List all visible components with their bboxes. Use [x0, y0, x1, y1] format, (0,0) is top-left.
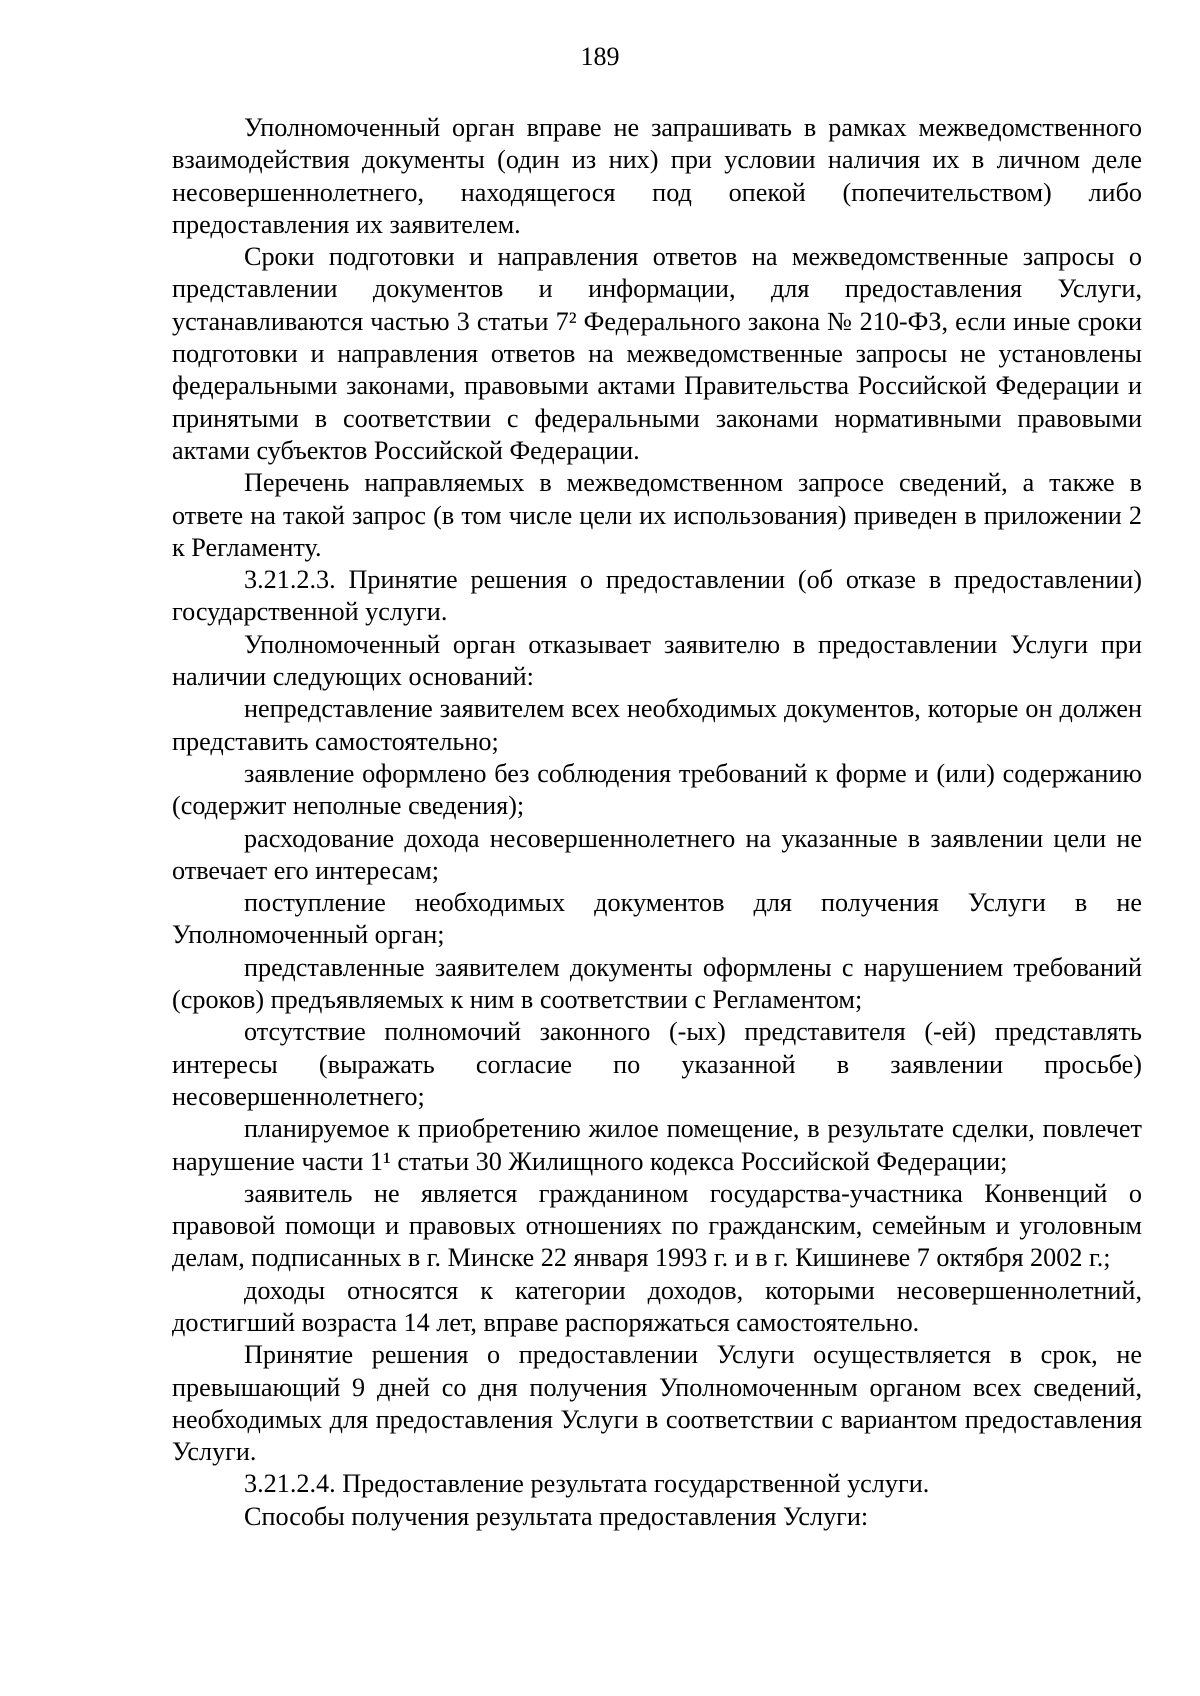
document-body [172, 112, 1142, 1533]
paragraph: планируемое к приобретению жилое помещение, в результате сделки, повлечет нарушение части 1¹ статьи 30 Жилищного кодекса Российской Федерации; [172, 1114, 1142, 1176]
page-number: 189 [580, 42, 620, 71]
paragraph: непредставление заявителем всех необходимых документов, которые он должен представить самостоятельно; [172, 694, 1142, 756]
paragraph: расходование дохода несовершеннолетнего на указанные в заявлении цели не отвечает его интересам; [172, 823, 1142, 885]
paragraph: отсутствие полномочий законного (-ых) представителя (-ей) представлять интересы (выражать согласие по указанной в заявлении просьбе) несовершеннолетнего; [172, 1017, 1142, 1111]
paragraph: 3.21.2.3. Принятие решения о предоставлении (об отказе в предоставлении) государственной услуги. [172, 565, 1142, 627]
paragraph: Уполномоченный орган отказывает заявителю в предоставлении Услуги при наличии следующих оснований: [172, 629, 1142, 692]
paragraph: Перечень направляемых в межведомственном запросе сведений, а также в ответе на такой запрос (в том числе цели их использования) приведен в приложении 2 к Регламенту. [172, 468, 1142, 562]
paragraph: заявитель не является гражданином государства-участника Конвенций о правовой помощи и правовых отношениях по гражданским, семейным и уголовным делам, подписанных в г. Минске 22 января 1993 г. и в г. Кишиневе 7 октября 2002 г.; [172, 1178, 1142, 1273]
paragraph: Способы получения результата предоставления Услуги: [244, 1501, 869, 1531]
paragraph: Уполномоченный орган вправе не запрашивать в рамках межведомственного взаимодействия документы (один из них) при условии наличия их в личном деле несовершеннолетнего, находящегося под опекой (попечительством) либо предоставления их заявителем. [172, 113, 1142, 239]
paragraph: заявление оформлено без соблюдения требований к форме и (или) содержанию (содержит неполные сведения); [172, 758, 1142, 821]
paragraph: 3.21.2.4. Предоставление результата государственной услуги. [244, 1469, 930, 1499]
paragraph: доходы относятся к категории доходов, которыми несовершеннолетний, достигший возраста 14 лет, вправе распоряжаться самостоятельно. [172, 1275, 1142, 1337]
paragraph: представленные заявителем документы оформлены с нарушением требований (сроков) предъявляемых к ним в соответствии с Регламентом; [172, 952, 1142, 1015]
paragraph: поступление необходимых документов для получения Услуги в не Уполномоченный орган; [172, 888, 1142, 950]
paragraph: Принятие решения о предоставлении Услуги осуществляется в срок, не превышающий 9 дней со дня получения Уполномоченным органом всех сведений, необходимых для предоставления Услуги в соответствии с вариантом предоставления Услуги. [172, 1340, 1142, 1467]
paragraph: Сроки подготовки и направления ответов на межведомственные запросы о представлении документов и информации, для предоставления Услуги, устанавливаются частью 3 статьи 7² Федерального закона № 210-ФЗ, если иные сроки подготовки и направления ответов на межведомственные запросы не установлены федеральными законами, правовыми актами Правительства Российской Федерации и принятыми в соответствии с федеральными законами нормативными правовыми актами субъектов Российской Федерации. [172, 242, 1142, 465]
